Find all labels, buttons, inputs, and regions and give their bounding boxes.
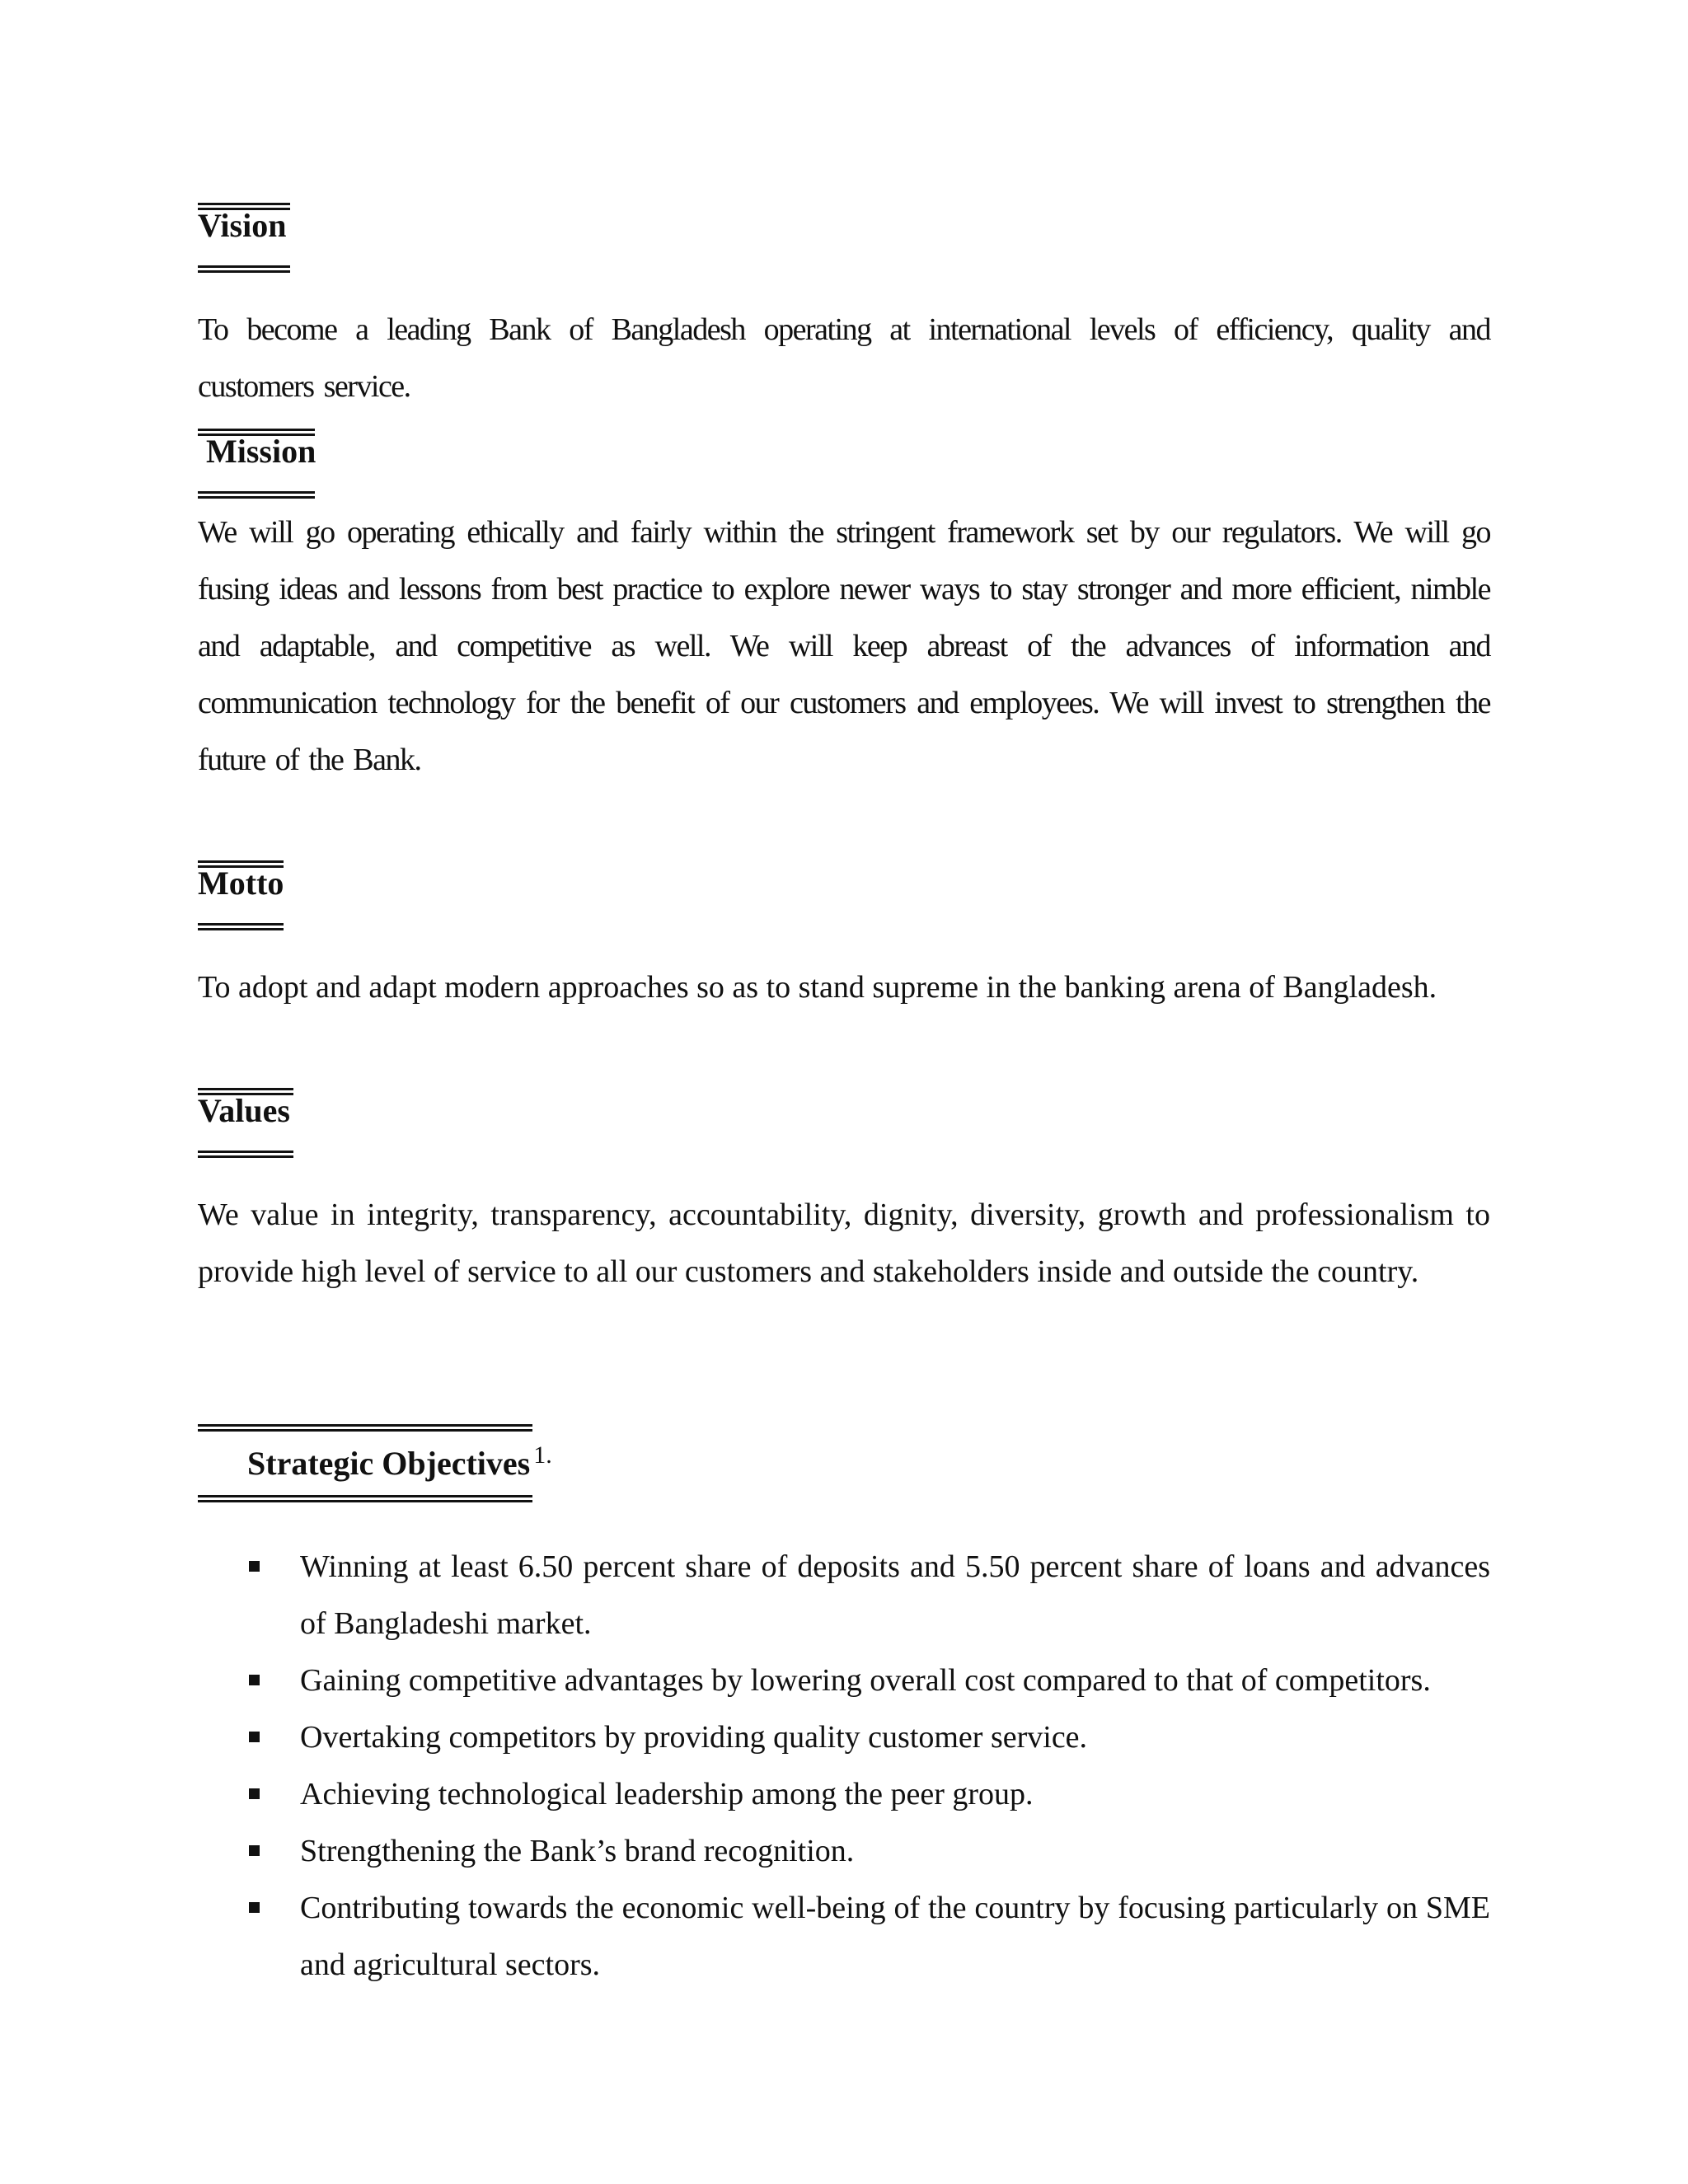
document-page [198, 0, 1490, 2184]
list-item [249, 1880, 1490, 1994]
square-bullet-icon [249, 1675, 260, 1685]
square-bullet-icon [249, 1561, 260, 1572]
square-bullet-icon [249, 1902, 260, 1913]
list-item [249, 1823, 1490, 1880]
heading-rule-bottom [198, 491, 315, 499]
mission-heading: Mission [206, 433, 316, 470]
list-item [249, 1766, 1490, 1823]
heading-rule-bottom [198, 1495, 532, 1502]
square-bullet-icon [249, 1732, 260, 1742]
square-bullet-icon [249, 1788, 260, 1799]
strategic-objectives-title: Strategic Objectives [247, 1445, 531, 1482]
motto-heading: Motto [198, 865, 284, 902]
strategic-objectives-list [249, 1539, 1490, 1994]
heading-rule-bottom [198, 1151, 293, 1158]
vision-text: To become a leading Bank of Bangladesh operating at international levels of efficiency, quality and customers service. [198, 312, 1490, 404]
square-bullet-icon [249, 1845, 260, 1856]
list-item-text: Overtaking competitors by providing quality customer service. [300, 1720, 1088, 1755]
list-item-text: Winning at least 6.50 percent share of deposits and 5.50 percent share of loans and advances of Bangladeshi market. [300, 1549, 1490, 1641]
vision-heading: Vision [198, 207, 287, 244]
footnote-reference: 1. [533, 1441, 552, 1469]
list-item [249, 1539, 1490, 1652]
list-item-text: Strengthening the Bank’s brand recognition. [300, 1834, 855, 1868]
strategic-objectives-heading [247, 1434, 552, 1485]
heading-rule-top [198, 1424, 532, 1432]
list-item-text: Gaining competitive advantages by lowering overall cost compared to that of competitors. [300, 1663, 1431, 1698]
list-item [249, 1652, 1490, 1709]
list-item-text: Contributing towards the economic well-being of the country by focusing particularly on SME and agricultural sectors. [300, 1891, 1490, 1982]
values-text: We value in integrity, transparency, accountability, dignity, diversity, growth and professionalism to provide high level of service to all our customers and stakeholders inside and outside the country. [198, 1197, 1490, 1289]
heading-rule-bottom [198, 265, 290, 273]
list-item [249, 1709, 1490, 1766]
mission-text: We will go operating ethically and fairly within the stringent framework set by our regulators. We will go fusing ideas and lessons from best practice to explore newer ways to stay stronger and more efficient, nimble and adaptable, and competitive as well. We will keep abreast of the advances of information and communication technology for the benefit of our customers and employees. We will invest to strengthen the future of the Bank. [198, 515, 1490, 777]
heading-rule-bottom [198, 923, 284, 930]
list-item-text: Achieving technological leadership among the peer group. [300, 1777, 1034, 1811]
motto-text: To adopt and adapt modern approaches so as to stand supreme in the banking arena of Bangladesh. [198, 970, 1437, 1005]
values-heading: Values [198, 1092, 290, 1129]
